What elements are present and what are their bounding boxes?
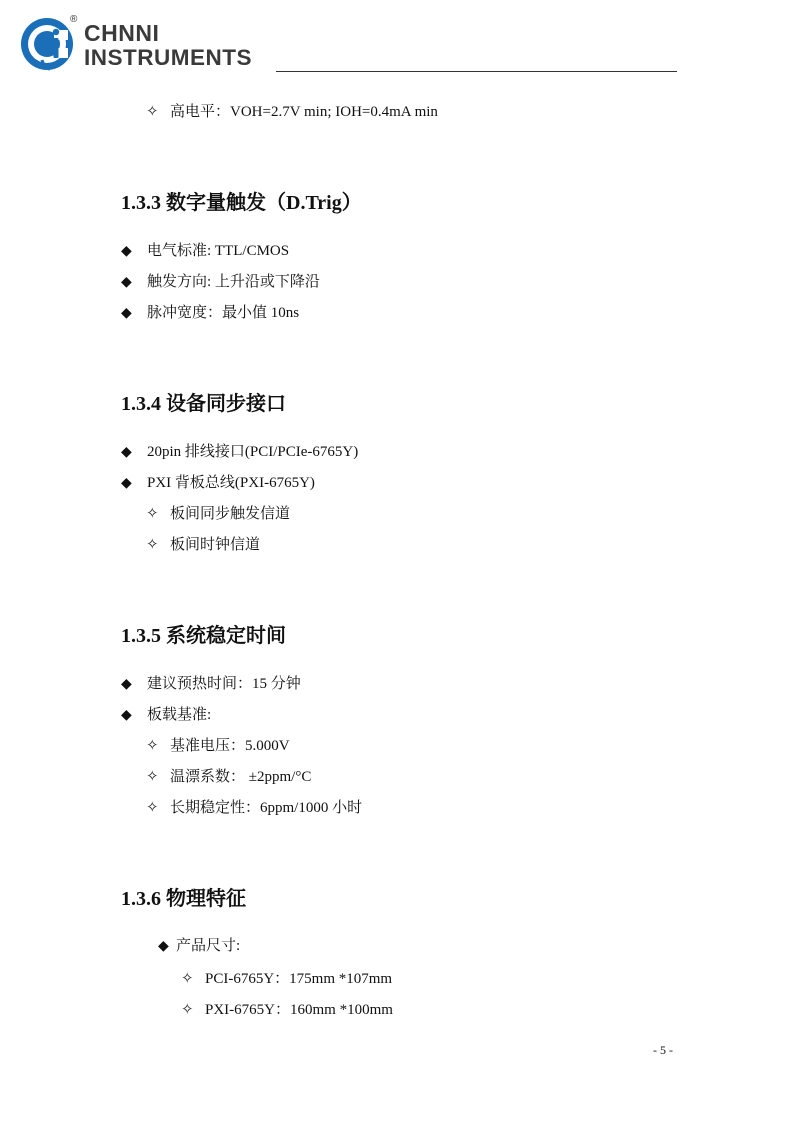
list-subitem: ✧ PXI-6765Y：160mm *100mm [181, 1002, 393, 1018]
chnni-logo-icon [20, 16, 76, 72]
diamond-bullet-icon: ◆ [121, 306, 132, 321]
diamond-bullet-icon: ◆ [121, 275, 132, 290]
list-subitem: ✧ 长期稳定性：6ppm/1000 小时 [146, 800, 363, 816]
header-divider [276, 71, 677, 72]
section-heading: 1.3.3 数字量触发（D.Trig） [121, 192, 362, 214]
star-bullet-icon: ✧ [181, 971, 194, 987]
star-bullet-icon: ✧ [146, 738, 159, 754]
list-item: ◆ 脉冲宽度：最小值 10ns [121, 305, 300, 321]
list-item: ◆ 电气标准: TTL/CMOS [121, 243, 290, 259]
list-item: ✧ 高电平：VOH=2.7V min; IOH=0.4mA min [146, 104, 438, 120]
diamond-bullet-icon: ◆ [121, 708, 132, 723]
list-subitem: ✧ 板间同步触发信道 [146, 506, 291, 522]
star-bullet-icon: ✧ [181, 1002, 194, 1018]
list-item: ◆ 板载基准: [121, 707, 212, 723]
company-logo [20, 16, 280, 76]
diamond-bullet-icon: ◆ [121, 244, 132, 259]
star-bullet-icon: ✧ [146, 537, 159, 553]
list-item: ◆ 20pin 排线接口(PCI/PCIe-6765Y) [121, 444, 359, 460]
diamond-bullet-icon: ◆ [121, 476, 132, 491]
star-bullet-icon: ✧ [146, 104, 159, 120]
star-bullet-icon: ✧ [146, 800, 159, 816]
brand-name-line2: INSTRUMENTS [84, 45, 252, 70]
star-bullet-icon: ✧ [146, 506, 159, 522]
registered-mark: ® [70, 14, 78, 25]
section-heading: 1.3.5 系统稳定时间 [121, 625, 286, 647]
page-number: - 5 - [653, 1043, 673, 1057]
star-bullet-icon: ✧ [146, 769, 159, 785]
list-item: ◆ PXI 背板总线(PXI-6765Y) [121, 475, 315, 491]
diamond-bullet-icon: ◆ [121, 445, 132, 460]
list-item: ◆ 产品尺寸: [158, 938, 241, 954]
diamond-bullet-icon: ◆ [121, 677, 132, 692]
list-subitem: ✧ 板间时钟信道 [146, 537, 261, 553]
list-subitem: ✧ PCI-6765Y：175mm *107mm [181, 971, 393, 987]
list-subitem: ✧ 基准电压：5.000V [146, 738, 290, 754]
list-item: ◆ 触发方向: 上升沿或下降沿 [121, 274, 320, 290]
diamond-bullet-icon: ◆ [158, 939, 169, 954]
list-item: ◆ 建议预热时间：15 分钟 [121, 676, 301, 692]
brand-name-line1: CHNNI [84, 20, 160, 46]
section-heading: 1.3.4 设备同步接口 [121, 393, 286, 415]
list-subitem: ✧ 温漂系数： ±2ppm/°C [146, 769, 312, 785]
section-heading: 1.3.6 物理特征 [121, 888, 246, 910]
